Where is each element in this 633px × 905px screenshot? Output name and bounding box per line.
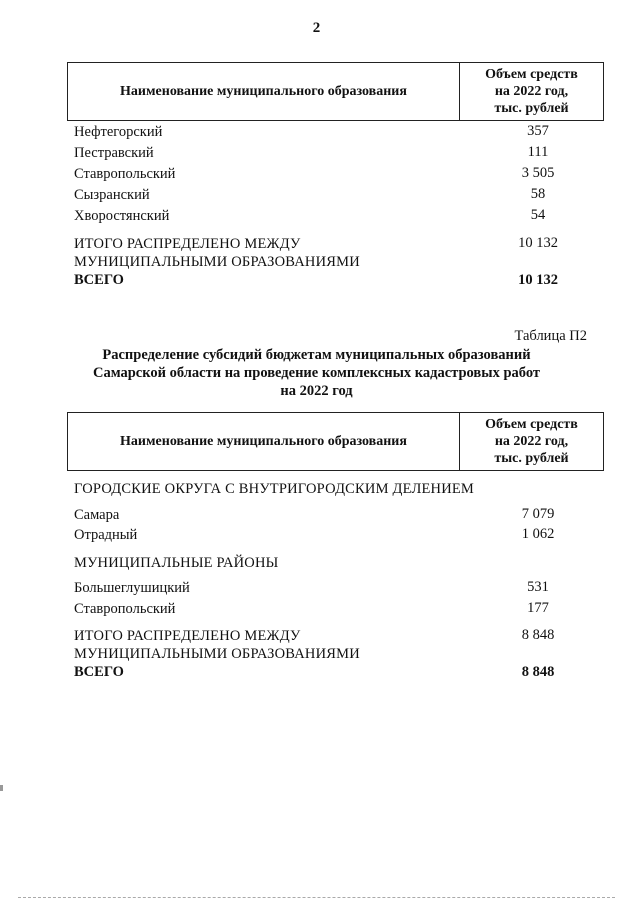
row-name: Ставропольский <box>74 166 176 182</box>
header-volume-line: тыс. рублей <box>494 101 569 116</box>
row-name: Хворостянский <box>74 208 170 224</box>
section-heading: ГОРОДСКИЕ ОКРУГА С ВНУТРИГОРОДСКИМ ДЕЛЕНИЕМ <box>74 481 475 497</box>
scan-edge-rule <box>18 897 615 898</box>
table-title-line: Самарской области на проведение комплексных кадастровых работ <box>92 365 540 381</box>
table-label: Таблица П2 <box>514 328 587 344</box>
row-value: 58 <box>530 186 546 202</box>
header-volume-line: тыс. рублей <box>494 451 569 466</box>
row-value: 177 <box>527 600 549 616</box>
header-volume-line: Объем средств <box>485 417 578 432</box>
row-value: 111 <box>527 144 549 160</box>
grand-total-label: ВСЕГО <box>74 272 124 288</box>
header-volume-line: Объем средств <box>485 67 578 82</box>
table-title <box>0 346 633 400</box>
row-value: 3 505 <box>521 165 555 181</box>
table1-header <box>67 62 604 121</box>
row-value: 357 <box>527 123 549 139</box>
row-value: 531 <box>527 579 549 595</box>
total-distributed-label: МУНИЦИПАЛЬНЫМИ ОБРАЗОВАНИЯМИ <box>74 646 360 662</box>
header-volume-column <box>460 413 603 470</box>
row-value: 7 079 <box>521 506 555 522</box>
row-name: Нефтегорский <box>74 124 163 140</box>
grand-total-label: ВСЕГО <box>74 664 124 680</box>
row-name: Ставропольский <box>74 601 176 617</box>
grand-total-value: 8 848 <box>521 664 555 680</box>
total-distributed-label: ИТОГО РАСПРЕДЕЛЕНО МЕЖДУ <box>74 236 301 252</box>
row-name: Сызранский <box>74 187 150 203</box>
header-volume-line: на 2022 год, <box>494 84 569 99</box>
total-distributed-value: 10 132 <box>518 235 558 251</box>
total-distributed-value: 8 848 <box>521 627 555 643</box>
total-distributed-label: ИТОГО РАСПРЕДЕЛЕНО МЕЖДУ <box>74 628 301 644</box>
table2-header <box>67 412 604 471</box>
row-value: 54 <box>530 207 546 223</box>
header-volume-line: на 2022 год, <box>494 434 569 449</box>
header-name-column: Наименование муниципального образования <box>120 433 407 449</box>
row-name: Пестравский <box>74 145 154 161</box>
scan-mark <box>0 785 3 791</box>
header-volume-column <box>460 63 603 120</box>
grand-total-value: 10 132 <box>518 272 558 288</box>
row-name: Отрадный <box>74 527 138 543</box>
row-name: Самара <box>74 507 120 523</box>
total-distributed-label: МУНИЦИПАЛЬНЫМИ ОБРАЗОВАНИЯМИ <box>74 254 360 270</box>
table-title-line: Распределение субсидий бюджетам муниципальных образований <box>102 347 531 363</box>
page-number: 2 <box>312 20 321 36</box>
header-name-column: Наименование муниципального образования <box>120 83 407 99</box>
table-title-line: на 2022 год <box>280 383 353 399</box>
row-value: 1 062 <box>521 526 555 542</box>
row-name: Большеглушицкий <box>74 580 190 596</box>
section-heading: МУНИЦИПАЛЬНЫЕ РАЙОНЫ <box>74 555 279 571</box>
